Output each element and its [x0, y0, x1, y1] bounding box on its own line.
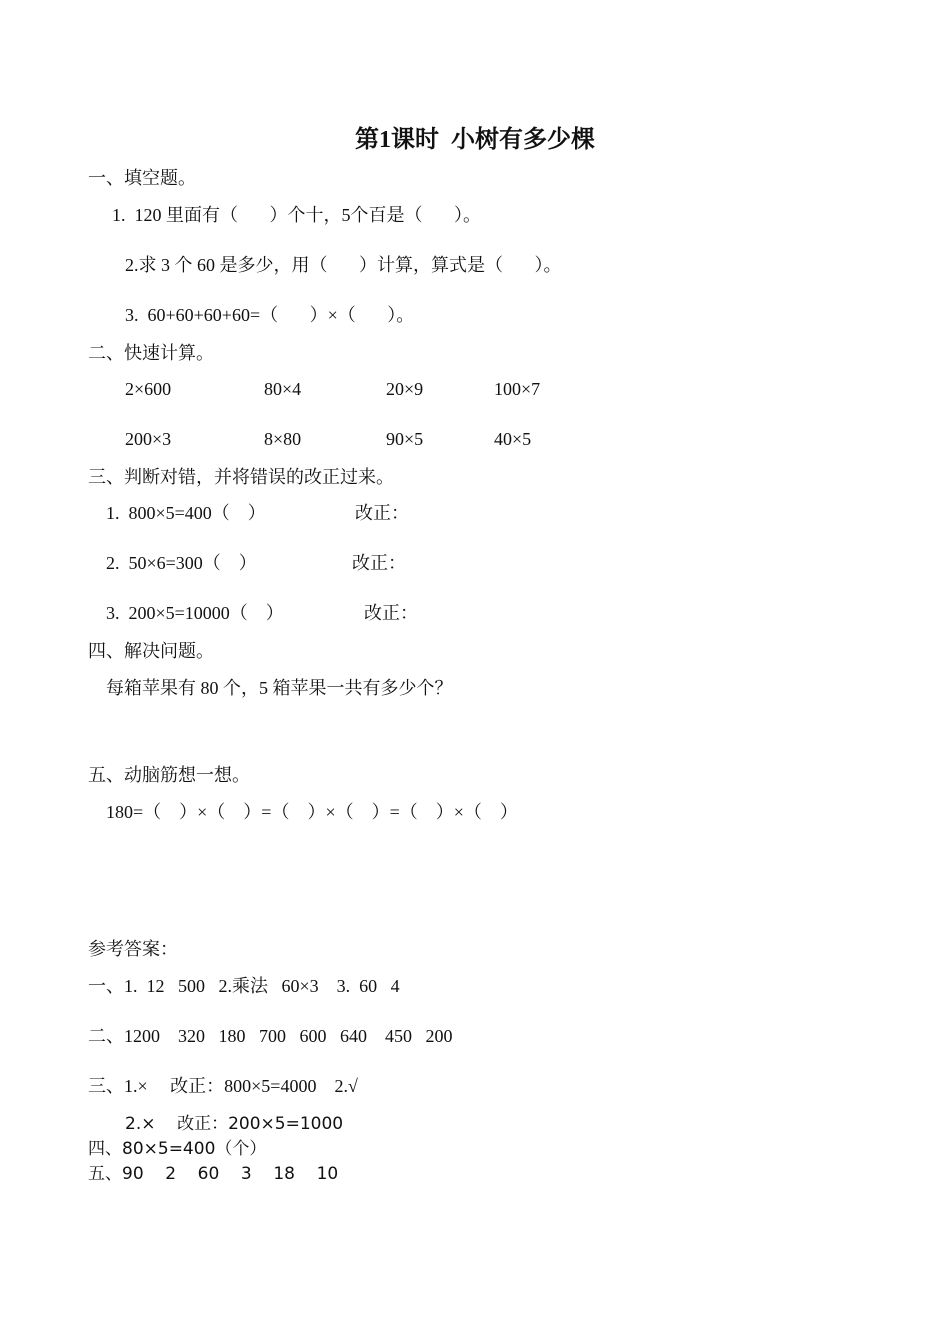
section-2-heading: 二、快速计算。: [88, 343, 214, 363]
calc-item: 100×7: [494, 379, 541, 399]
section-4-heading: 四、解决问题。: [88, 641, 214, 661]
page-title: 第1课时 小树有多少棵: [355, 127, 595, 153]
answers-heading: 参考答案：: [88, 939, 178, 959]
fill-blank-q1: 1. 120 里面有（ ）个十，5个百是（ ）。: [112, 205, 481, 225]
answer-line: 四、80×5=400（个）: [88, 1139, 267, 1159]
calc-item: 40×5: [494, 429, 532, 449]
judge-question: 1. 800×5=400（ ）: [106, 503, 266, 523]
calc-item: 90×5: [386, 429, 424, 449]
judge-question: 3. 200×5=10000（ ）: [106, 603, 284, 623]
section-1-heading: 一、填空题。: [88, 168, 196, 188]
calc-item: 2×600: [125, 379, 172, 399]
calc-item: 20×9: [386, 379, 424, 399]
calc-item: 80×4: [264, 379, 302, 399]
judge-correction-label: 改正：: [355, 503, 409, 523]
judge-correction-label: 改正：: [364, 603, 418, 623]
word-problem: 每箱苹果有 80 个，5 箱苹果一共有多少个？: [106, 678, 453, 698]
answer-line: 一、1. 12 500 2.乘法 60×3 3. 60 4: [88, 976, 400, 996]
answer-line: 2.× 改正：200×5=1000: [125, 1114, 344, 1134]
judge-question: 2. 50×6=300（ ）: [106, 553, 257, 573]
factor-question: 180=（ ）×（ ）=（ ）×（ ）=（ ）×（ ）: [106, 802, 518, 822]
section-3-heading: 三、判断对错，并将错误的改正过来。: [88, 467, 394, 487]
fill-blank-q3: 3. 60+60+60+60=（ ）×（ ）。: [125, 305, 415, 325]
answer-line: 三、1.× 改正：800×5=4000 2.√: [88, 1076, 358, 1096]
answer-line: 五、90 2 60 3 18 10: [88, 1164, 339, 1184]
judge-correction-label: 改正：: [352, 553, 406, 573]
section-5-heading: 五、动脑筋想一想。: [88, 765, 250, 785]
calc-item: 8×80: [264, 429, 302, 449]
answer-line: 二、1200 320 180 700 600 640 450 200: [88, 1026, 453, 1046]
fill-blank-q2: 2.求 3 个 60 是多少，用（ ）计算，算式是（ ）。: [125, 255, 562, 275]
calc-item: 200×3: [125, 429, 172, 449]
